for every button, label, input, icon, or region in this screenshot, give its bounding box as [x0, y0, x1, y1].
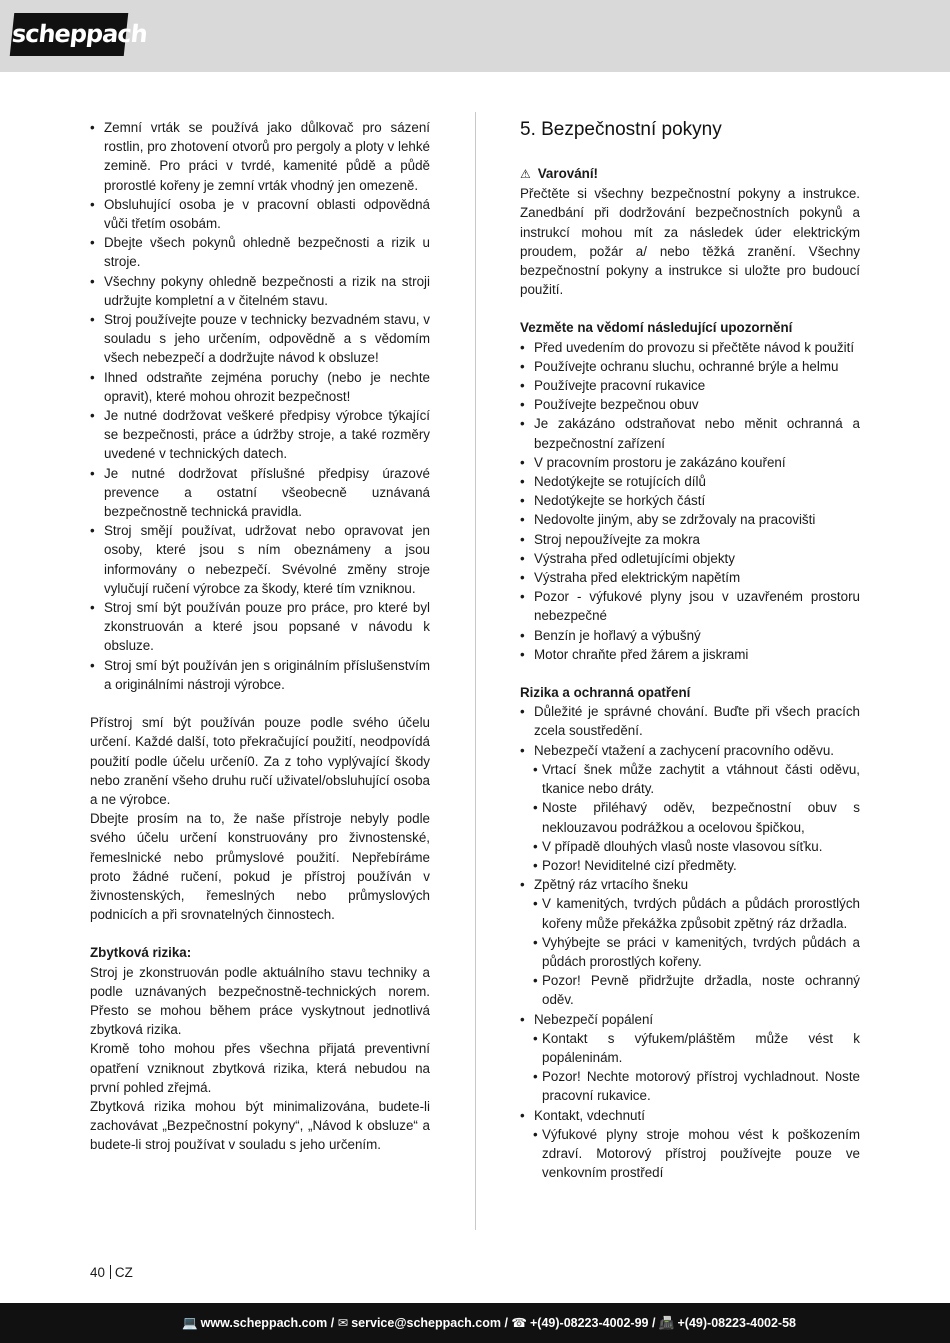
risk-measure-list: [520, 894, 860, 1009]
notice-heading: Vezměte na vědomí následující upozornění: [520, 320, 793, 336]
footer-website-link[interactable]: www.scheppach.com /: [200, 1316, 335, 1330]
notice-item: • Používejte ochranu sluchu, ochranné brýle a helmu: [520, 357, 860, 376]
risk-measure-list: [520, 1029, 860, 1106]
risk-measure-item: • Vrtací šnek může zachytit a vtáhnout části oděvu, tkanice nebo dráty.: [520, 760, 860, 798]
notice-item: • Motor chraňte před žárem a jiskrami: [520, 645, 860, 664]
notice-item: • Je zakázáno odstraňovat nebo měnit ochranná a bezpečnostní zařízení: [520, 414, 860, 452]
usage-bullet-item: • Zemní vrták se používá jako důlkovač pro sázení rostlin, pro zhotovení otvorů pro pergoly a ploty v lehké zemině. Pro práci v tvrdé, kamenité půdě a půdě prorostlé kořeny je zemní vrták vhodný jen omezeně.: [90, 118, 430, 195]
residual-risks-paragraph-2: Kromě toho mohou přes všechna přijatá preventivní opatření vzniknout zbytková rizika, která nebudou na první pohled zřejmá.: [90, 1041, 430, 1095]
risk-item: [520, 1010, 860, 1106]
usage-bullet-item: • Je nutné dodržovat příslušné předpisy úrazové prevence a ostatní všeobecně uznávaná bezpečnostně technická pravidla.: [90, 464, 430, 522]
right-column: [520, 118, 860, 1182]
page-number: [90, 1265, 133, 1280]
phone-icon: ☎: [511, 1316, 527, 1330]
notice-item: • Výstraha před odletujícími objekty: [520, 549, 860, 568]
envelope-icon: ✉: [337, 1316, 349, 1330]
column-divider: [475, 112, 476, 1230]
risks-heading: Rizika a ochranná opatření: [520, 685, 691, 701]
warning-triangle-icon: ⚠: [520, 167, 531, 181]
notice-item: • Nedotýkejte se horkých částí: [520, 491, 860, 510]
notice-item: • Nedovolte jiným, aby se zdržovaly na pracovišti: [520, 510, 860, 529]
fax-icon: 📠: [658, 1316, 675, 1330]
usage-bullet-item: • Obsluhující osoba je v pracovní oblasti odpovědná vůči třetím osobám.: [90, 195, 430, 233]
usage-bullet-item: • Všechny pokyny ohledně bezpečnosti a rizik na stroji udržujte kompletní a v čitelném stavu.: [90, 272, 430, 310]
notice-item: • Stroj nepoužívejte za mokra: [520, 530, 860, 549]
commercial-use-paragraph: Dbejte prosím na to, že naše přístroje nebyly podle svého účelu určení konstruovány pro živnostenské, řemeslnické nebo průmyslové použití. Nepřebíráme proto žádné ručení, pokud je přístroj používán v živnostenských, řemeslných nebo průmyslových podnicích a při srovnatelných činnostech.: [90, 811, 430, 923]
usage-bullet-item: • Dbejte všech pokynů ohledně bezpečnosti a rizik u stroje.: [90, 233, 430, 271]
header-bar: [0, 0, 950, 72]
residual-risks-paragraph-3: Zbytková rizika mohou být minimalizována, budete-li zachovávat „Bezpečnostní pokyny“, „Návod k obsluze“ a budete-li stroj používat v souladu s jeho určením.: [90, 1098, 430, 1153]
footer-bar: [0, 1303, 950, 1343]
risk-item-text: Důležité je správné chování. Buďte při všech pracích zcela soustředění.: [534, 704, 860, 739]
footer-phone: +(49)-08223-4002-99 /: [530, 1316, 656, 1330]
risk-item-text: Kontakt, vdechnutí: [534, 1107, 645, 1123]
footer-email-link[interactable]: service@scheppach.com /: [351, 1316, 508, 1330]
warning-heading: [520, 164, 860, 184]
risk-measure-item: • V případě dlouhých vlasů noste vlasovou síťku.: [520, 837, 860, 856]
intended-use-paragraph: Přístroj smí být používán pouze podle svého účelu určení. Každé další, toto překračující použití, neodpovídá použití podle účelu určení0. Za z toho vyplývající škody nebo zranění všeho druhu ručí uživatel/obsluhující osoba a ne výrobce.: [90, 715, 430, 807]
notice-item: • Benzín je hořlavý a výbušný: [520, 626, 860, 645]
risk-measure-item: • V kamenitých, tvrdých půdách a půdách prorostlých kořeny může překážka způsobit zpětný ráz držadla.: [520, 894, 860, 932]
risk-measure-item: • Výfukové plyny stroje mohou vést k poškozením zdraví. Motorový přístroj používejte pouze ve venkovním prostředí: [520, 1125, 860, 1183]
usage-bullet-item: • Ihned odstraňte zejména poruchy (nebo je nechte opravit), které mohou ohrozit bezpečnost!: [90, 368, 430, 406]
risk-measure-list: [520, 1125, 860, 1183]
usage-bullet-item: • Stroj smí být používán pouze pro práce, pro které byl zkonstruován a které jsou popsané v návodu k obsluze.: [90, 598, 430, 656]
usage-bullet-item: • Stroj smí být používán jen s originálním příslušenstvím a originálními nástroji výrobce.: [90, 656, 430, 694]
warning-label: Varování!: [537, 166, 599, 181]
risk-measure-item: • Kontakt s výfukem/pláštěm může vést k popáleninám.: [520, 1029, 860, 1067]
residual-risks-heading: Zbytková rizika:: [90, 945, 192, 961]
residual-risks-paragraph-1: Stroj je zkonstruován podle aktuálního stavu techniky a podle uznávaných bezpečnostně-technických norem. Přesto se mohou během práce vyskytnout jednotlivá zbytková rizika.: [90, 964, 430, 1038]
risk-item: [520, 875, 860, 1009]
computer-icon: 💻: [182, 1316, 198, 1330]
risk-item: [520, 1106, 860, 1183]
page-number-value: 40: [90, 1265, 105, 1280]
left-column: [90, 118, 430, 1155]
footer-contact: [182, 1315, 796, 1331]
usage-bullet-list: [90, 118, 430, 694]
notice-item: • Výstraha před elektrickým napětím: [520, 568, 860, 587]
scheppach-logo: scheppach: [10, 13, 129, 56]
risk-item-text: Nebezpečí vtažení a zachycení pracovního oděvu.: [534, 742, 834, 758]
usage-bullet-item: • Je nutné dodržovat veškeré předpisy výrobce týkající se bezpečnosti, práce a údržby stroje, a také rozměry uvedené v technických datech.: [90, 406, 430, 464]
notice-item: • V pracovním prostoru je zakázáno kouření: [520, 453, 860, 472]
risk-measure-item: • Pozor! Nechte motorový přístroj vychladnout. Noste pracovní rukavice.: [520, 1067, 860, 1105]
risk-item: [520, 702, 860, 740]
usage-bullet-item: • Stroj smějí používat, udržovat nebo opravovat jen osoby, které jsou s ním obeznámeny a jsou informovány o nebezpečí. Svévolné změny stroje vylučují ručení výrobce za škody, které tím vzniknou.: [90, 521, 430, 598]
notice-item: • Před uvedením do provozu si přečtěte návod k použití: [520, 338, 860, 357]
risk-item-text: Zpětný ráz vrtacího šneku: [534, 877, 689, 893]
risk-list: [520, 702, 860, 1182]
page-number-separator: [110, 1265, 111, 1279]
risk-item: [520, 741, 860, 875]
language-code: CZ: [114, 1265, 133, 1280]
risk-measure-item: • Noste přiléhavý oděv, bezpečnostní obuv s neklouzavou podrážkou a ocelovou špičkou,: [520, 798, 860, 836]
footer-fax: +(49)-08223-4002-58: [677, 1316, 796, 1330]
notice-list: [520, 338, 860, 664]
notice-item: • Používejte pracovní rukavice: [520, 376, 860, 395]
risk-item-text: Nebezpečí popálení: [534, 1011, 654, 1027]
risk-measure-item: • Vyhýbejte se práci v kamenitých, tvrdých půdách a půdách prorostlých kořeny.: [520, 933, 860, 971]
risk-measure-item: • Pozor! Pevně přidržujte držadla, noste ochranný oděv.: [520, 971, 860, 1009]
notice-item: • Používejte bezpečnou obuv: [520, 395, 860, 414]
notice-item: • Pozor - výfukové plyny jsou v uzavřeném prostoru nebezpečné: [520, 587, 860, 625]
risk-measure-list: [520, 760, 860, 875]
notice-item: • Nedotýkejte se rotujících dílů: [520, 472, 860, 491]
warning-text: Přečtěte si všechny bezpečnostní pokyny a instrukce. Zanedbání při dodržování bezpečnostních pokynů a instrukcí mohou mít za následek úder elektrickým proudem, požár a/ nebo těžká zranění. Všechny bezpečnostní pokyny a instrukce si uložte pro budoucí použití.: [520, 186, 860, 298]
section-title: 5. Bezpečnostní pokyny: [520, 119, 722, 140]
risk-measure-item: • Pozor! Neviditelné cizí předměty.: [520, 856, 860, 875]
usage-bullet-item: • Stroj používejte pouze v technicky bezvadném stavu, v souladu s jeho určením, odpovědně a s vědomím všech nebezpečí a dodržujte návod k obsluze!: [90, 310, 430, 368]
